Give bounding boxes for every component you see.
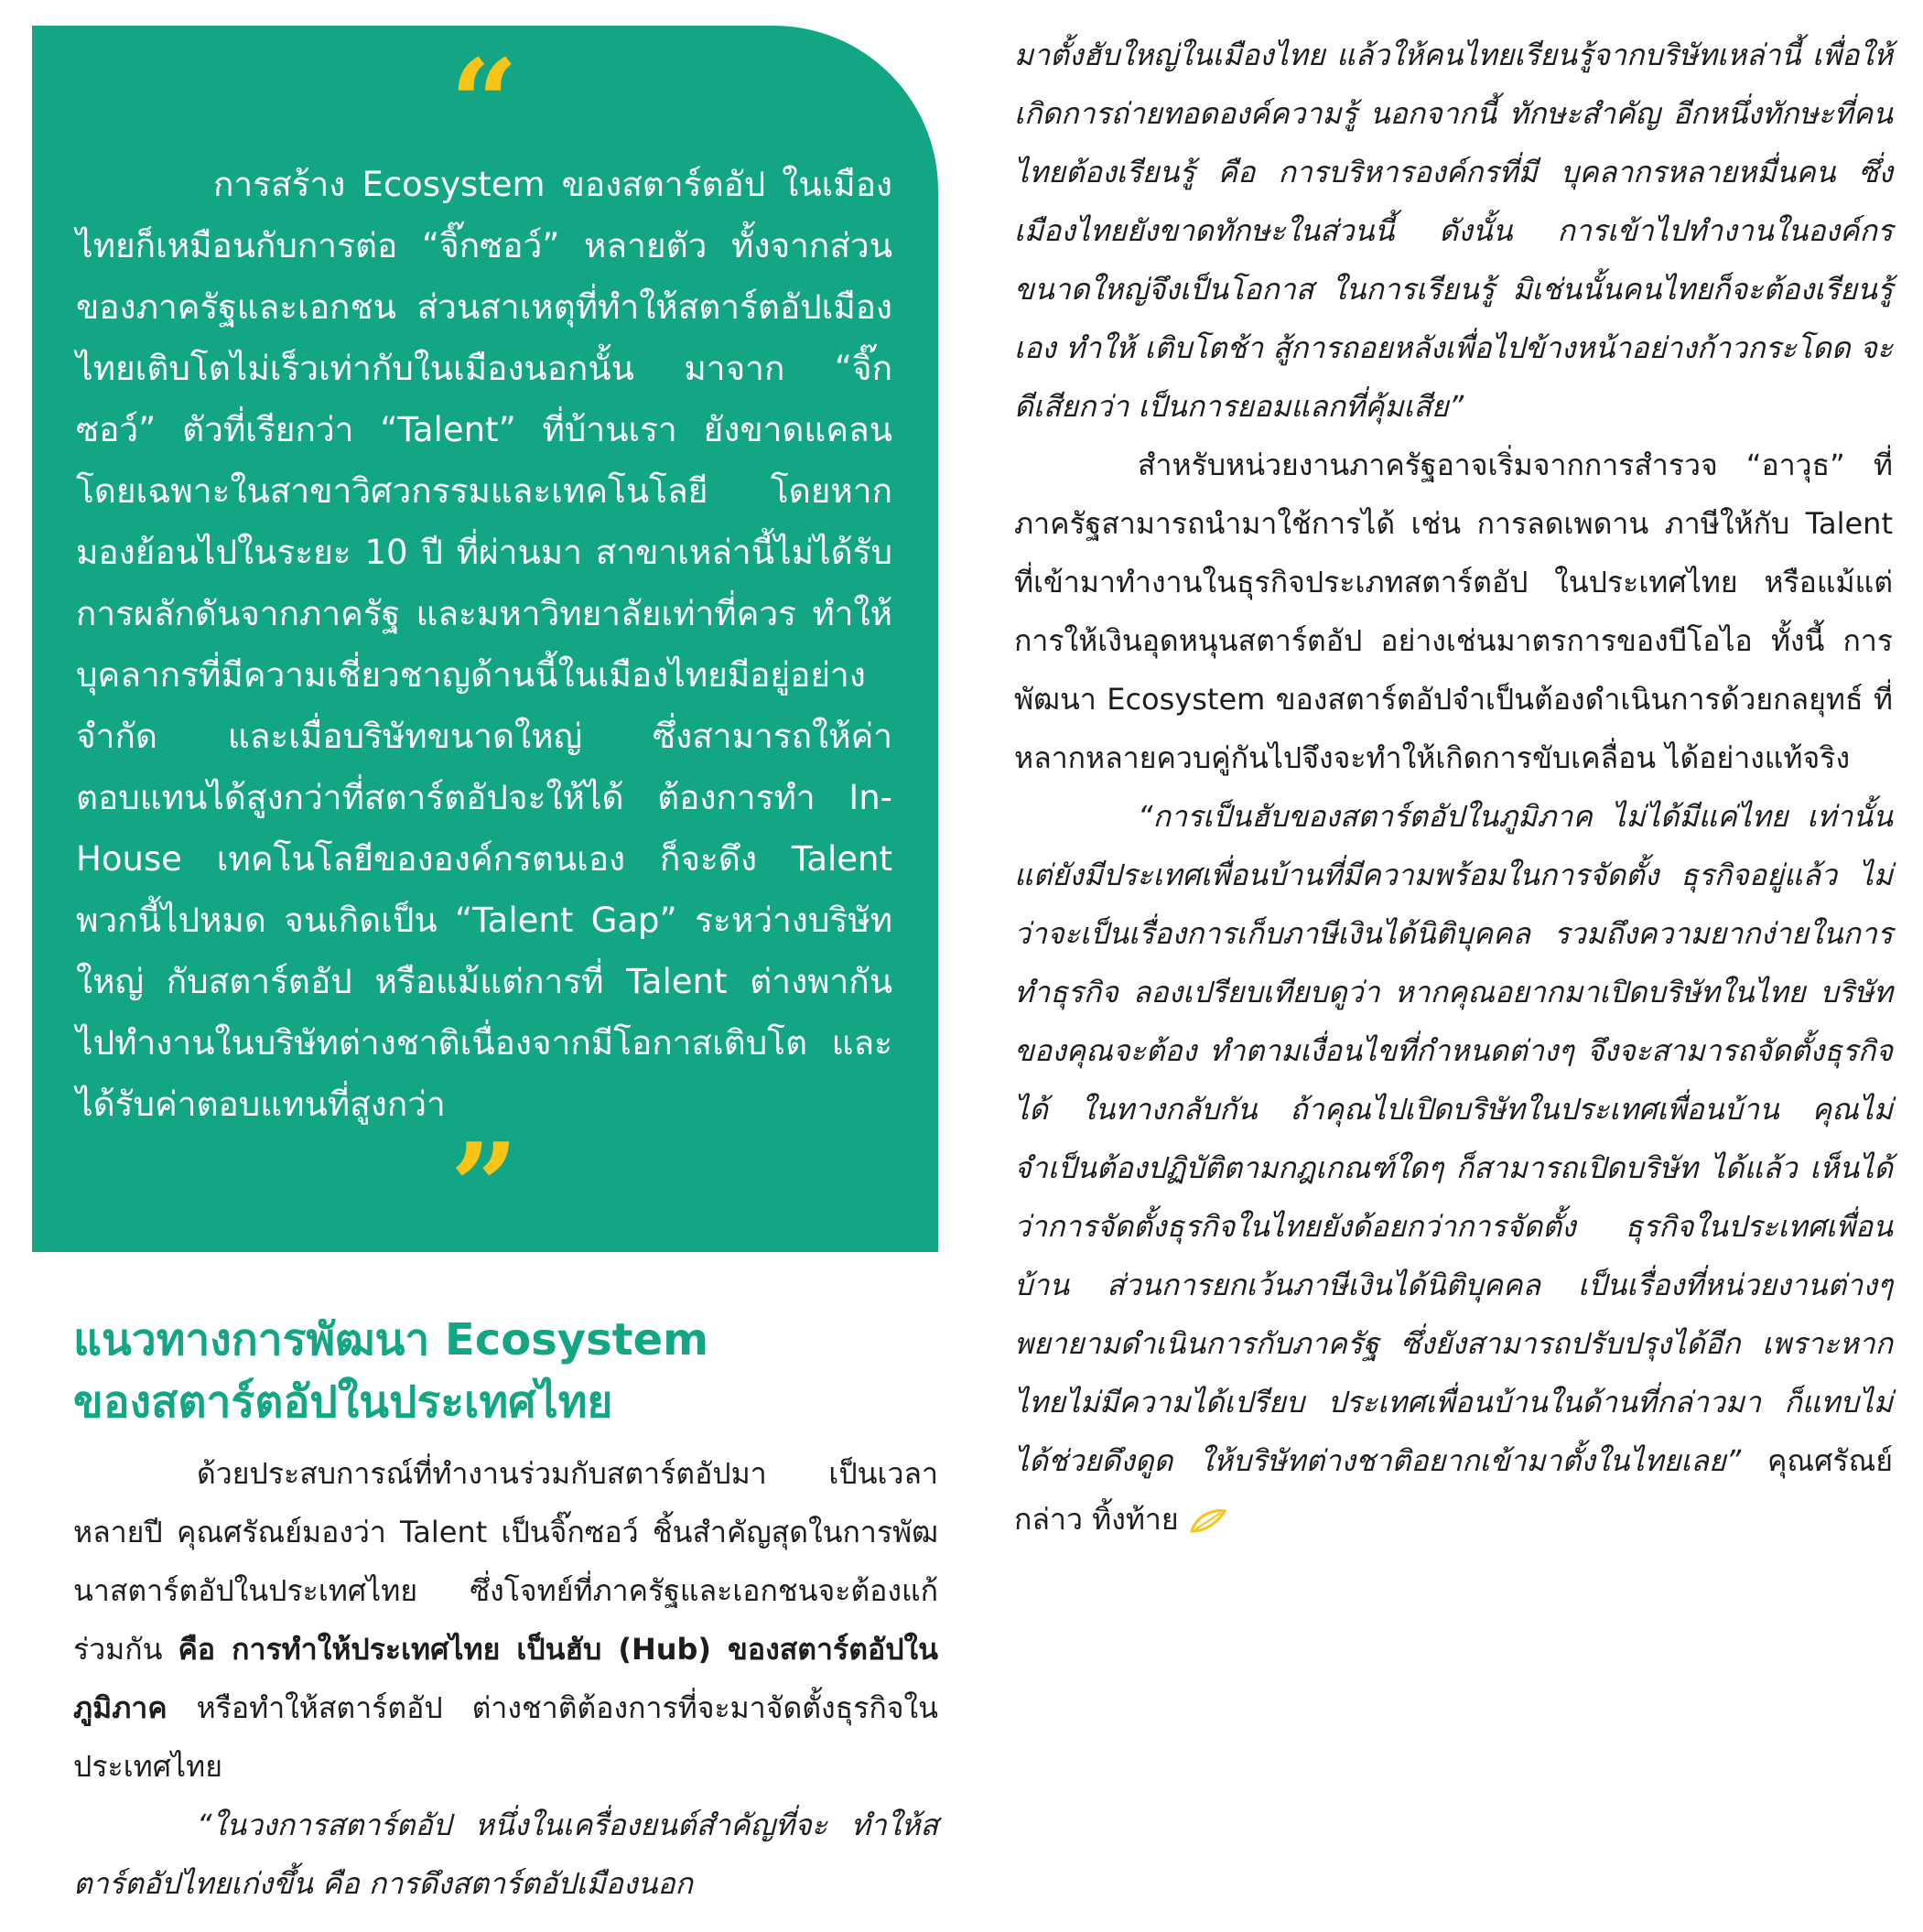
pull-quote-text: การสร้าง Ecosystem ของสตาร์ตอัป ในเมืองไทยก็เหมือนกับการต่อ “จิ๊กซอว์” หลายตัว ทั้งจากส่วนของภาครัฐและเอกชน ส่วนสาเหตุที่ทำให้สตาร์ตอัปเมืองไทยเติบโตไม่เร็วเท่ากับในเมืองนอกนั้น มาจาก “จิ๊กซอว์” ตัวที่เรียกว่า “Talent” ที่บ้านเรา ยังขาดแคลน โดยเฉพาะในสาขาวิศวกรรมและเทคโนโลยี โดยหากมองย้อนไปในระยะ 10 ปี ที่ผ่านมา สาขาเหล่านี้ไม่ได้รับการผลักดันจากภาครัฐ และมหาวิทยาลัยเท่าที่ควร ทำให้บุคลากรที่มีความเชี่ยวชาญด้านนี้ในเมืองไทยมีอยู่อย่างจำกัด และเมื่อบริษัทขนาดใหญ่ ซึ่งสามารถให้ค่าตอบแทนได้สูงกว่าที่สตาร์ตอัปจะให้ได้ ต้องการทำ In-House เทคโนโลยีขององค์กรตนเอง ก็จะดึง Talent พวกนี้ไปหมด จนเกิดเป็น “Talent Gap” ระหว่างบริษัทใหญ่ กับสตาร์ตอัป หรือแม้แต่การที่ Talent ต่างพากัน ไปทำงานในบริษัทต่างชาติเนื่องจากมีโอกาสเติบโต และได้รับค่าตอบแทนที่สูงกว่า xyxy=(76,165,892,1124)
body-paragraph: สำหรับหน่วยงานภาครัฐอาจเริ่มจากการสำรวจ “อาวุธ” ที่ภาครัฐสามารถนำมาใช้การได้ เช่น การลดเพดาน ภาษีให้กับ Talent ที่เข้ามาทำงานในธุรกิจประเภทสตาร์ตอัป ในประเทศไทย หรือแม้แต่การให้เงินอุดหนุนสตาร์ตอัป อย่างเช่นมาตรการของบีโอไอ ทั้งนี้ การพัฒนา Ecosystem ของสตาร์ตอัปจำเป็นต้องดำเนินการด้วยกลยุทธ์ ที่หลากหลายควบคู่กันไปจึงจะทำให้เกิดการขับเคลื่อน ได้อย่างแท้จริง xyxy=(1014,448,1893,775)
left-body-text xyxy=(32,1444,938,1913)
pull-quote-box xyxy=(32,26,938,1257)
leaf-end-icon xyxy=(1188,1507,1228,1535)
open-quote-mark: “ xyxy=(449,33,519,173)
right-column xyxy=(1014,26,1893,1549)
section-heading xyxy=(73,1309,938,1433)
closing-paragraph xyxy=(1014,787,1893,1549)
left-column xyxy=(32,26,938,1913)
section-heading-line2: ของสตาร์ตอัปในประเทศไทย xyxy=(73,1376,613,1428)
attribution-text: คุณศรัณย์กล่าว ทิ้งท้าย xyxy=(1014,1443,1893,1537)
quote-continuation-paragraph: มาตั้งฮับใหญ่ในเมืองไทย แล้วให้คนไทยเรียนรู้จากบริษัทเหล่านี้ เพื่อให้เกิดการถ่ายทอดองค์ความรู้ นอกจากนี้ ทักษะสำคัญ อีกหนึ่งทักษะที่คนไทยต้องเรียนรู้ คือ การบริหารองค์กรที่มี บุคลากรหลายหมื่นคน ซึ่งเมืองไทยยังขาดทักษะในส่วนนี้ ดังนั้น การเข้าไปทำงานในองค์กรขนาดใหญ่จึงเป็นโอกาส ในการเรียนรู้ มิเช่นนั้นคนไทยก็จะต้องเรียนรู้เอง ทำให้ เติบโตช้า สู้การถอยหลังเพื่อไปข้างหน้าอย่างก้าวกระโดด จะดีเสียกว่า เป็นการยอมแลกที่คุ้มเสีย” xyxy=(1014,38,1893,424)
close-quote-mark: ” xyxy=(449,1117,519,1257)
bold-emphasis: คือ การทำให้ประเทศไทย เป็นฮับ (Hub) ของสตาร์ตอัปในภูมิภาค xyxy=(73,1632,939,1725)
paragraph-text: หรือทำให้สตาร์ตอัป ต่างชาติต้องการที่จะมาจัดตั้งธุรกิจในประเทศไทย xyxy=(73,1690,938,1784)
section-heading-line1: แนวทางการพัฒนา Ecosystem xyxy=(73,1314,709,1365)
paragraph-text: ด้วยประสบการณ์ที่ทำงานร่วมกับสตาร์ตอัปมา เป็นเวลาหลายปี คุณศรัณย์มองว่า Talent เป็นจิ๊กซอว์ ชิ้นสำคัญสุดในการพัฒนาสตาร์ตอัปในประเทศไทย ซึ่งโจทย์ที่ภาครัฐและเอกชนจะต้องแก้ร่วมกัน xyxy=(73,1456,938,1667)
quote-paragraph: “ในวงการสตาร์ตอัป หนึ่งในเครื่องยนต์สำคัญที่จะ ทำให้สตาร์ตอัปไทยเก่งขึ้น คือ การดึงสตาร์ตอัปเมืองนอก xyxy=(73,1808,938,1901)
closing-quote-text: “การเป็นฮับของสตาร์ตอัปในภูมิภาค ไม่ได้มีแค่ไทย เท่านั้น แต่ยังมีประเทศเพื่อนบ้านที่มีความพร้อมในการจัดตั้ง ธุรกิจอยู่แล้ว ไม่ว่าจะเป็นเรื่องการเก็บภาษีเงินได้นิติบุคคล รวมถึงความยากง่ายในการทำธุรกิจ ลองเปรียบเทียบดูว่า หากคุณอยากมาเปิดบริษัทในไทย บริษัทของคุณจะต้อง ทำตามเงื่อนไขที่กำหนดต่างๆ จึงจะสามารถจัดตั้งธุรกิจได้ ในทางกลับกัน ถ้าคุณไปเปิดบริษัทในประเทศเพื่อนบ้าน คุณไม่จำเป็นต้องปฏิบัติตามกฎเกณฑ์ใดๆ ก็สามารถเปิดบริษัท ได้แล้ว เห็นได้ว่าการจัดตั้งธุรกิจในไทยยังด้อยกว่าการจัดตั้ง ธุรกิจในประเทศเพื่อนบ้าน ส่วนการยกเว้นภาษีเงินได้นิติบุคคล เป็นเรื่องที่หน่วยงานต่างๆ พยายามดำเนินการกับภาครัฐ ซึ่งยังสามารถปรับปรุงได้อีก เพราะหากไทยไม่มีความได้เปรียบ ประเทศเพื่อนบ้านในด้านที่กล่าวมา ก็แทบไม่ได้ช่วยดึงดูด ให้บริษัทต่างชาติอยากเข้ามาตั้งในไทยเลย” xyxy=(1014,799,1893,1478)
body-paragraph xyxy=(73,1444,938,1796)
